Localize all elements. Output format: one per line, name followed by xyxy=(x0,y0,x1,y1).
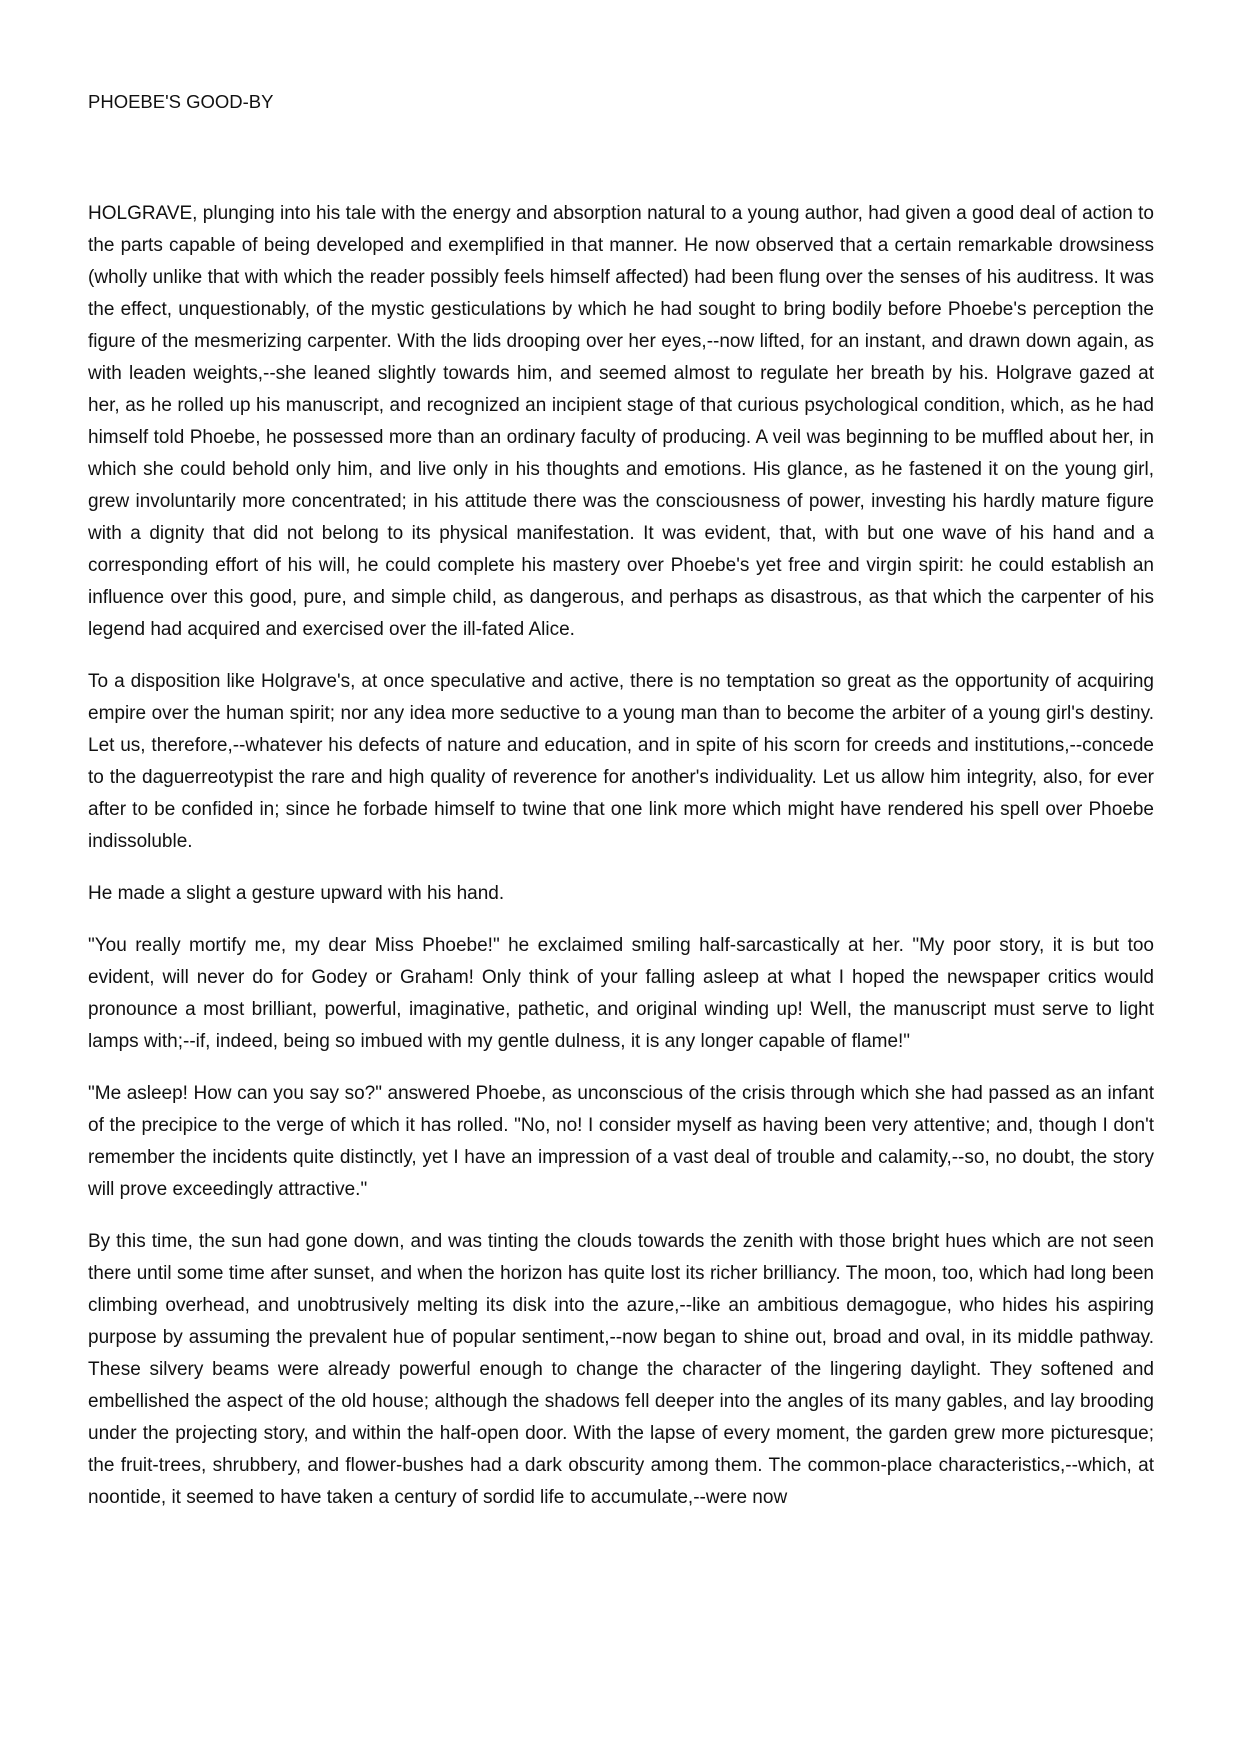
chapter-body xyxy=(88,198,1154,1514)
paragraph: By this time, the sun had gone down, and was tinting the clouds towards the zenith with those bright hues which are not seen there until some time after sunset, and when the horizon has quite lost its richer brilliancy. The moon, too, which had long been climbing overhead, and unobtrusively melting its disk into the azure,--like an ambitious demagogue, who hides his aspiring purpose by assuming the prevalent hue of popular sentiment,--now began to shine out, broad and oval, in its middle pathway. These silvery beams were already powerful enough to change the character of the lingering daylight. They softened and embellished the aspect of the old house; although the shadows fell deeper into the angles of its many gables, and lay brooding under the projecting story, and within the half-open door. With the lapse of every moment, the garden grew more picturesque; the fruit-trees, shrubbery, and flower-bushes had a dark obscurity among them. The common-place characteristics,--which, at noontide, it seemed to have taken a century of sordid life to accumulate,--were now xyxy=(88,1231,1154,1508)
paragraph: He made a slight a gesture upward with his hand. xyxy=(88,883,505,904)
chapter-title: PHOEBE'S GOOD-BY xyxy=(88,91,274,112)
paragraph: "You really mortify me, my dear Miss Phoebe!" he exclaimed smiling half-sarcastically at her. "My poor story, it is but too evident, will never do for Godey or Graham! Only think of your falling asleep at what I hoped the newspaper critics would pronounce a most brilliant, powerful, imaginative, pathetic, and original winding up! Well, the manuscript must serve to light lamps with;--if, indeed, being so imbued with my gentle dulness, it is any longer capable of flame!" xyxy=(88,935,1154,1052)
paragraph: To a disposition like Holgrave's, at once speculative and active, there is no temptation so great as the opportunity of acquiring empire over the human spirit; nor any idea more seductive to a young man than to become the arbiter of a young girl's destiny. Let us, therefore,--whatever his defects of nature and education, and in spite of his scorn for creeds and institutions,--concede to the daguerreotypist the rare and high quality of reverence for another's individuality. Let us allow him integrity, also, for ever after to be confided in; since he forbade himself to twine that one link more which might have rendered his spell over Phoebe indissoluble. xyxy=(88,671,1154,852)
paragraph: HOLGRAVE, plunging into his tale with the energy and absorption natural to a young author, had given a good deal of action to the parts capable of being developed and exemplified in that manner. He now observed that a certain remarkable drowsiness (wholly unlike that with which the reader possibly feels himself affected) had been flung over the senses of his auditress. It was the effect, unquestionably, of the mystic gesticulations by which he had sought to bring bodily before Phoebe's perception the figure of the mesmerizing carpenter. With the lids drooping over her eyes,--now lifted, for an instant, and drawn down again, as with leaden weights,--she leaned slightly towards him, and seemed almost to regulate her breath by his. Holgrave gazed at her, as he rolled up his manuscript, and recognized an incipient stage of that curious psychological condition, which, as he had himself told Phoebe, he possessed more than an ordinary faculty of producing. A veil was beginning to be muffled about her, in which she could behold only him, and live only in his thoughts and emotions. His glance, as he fastened it on the young girl, grew involuntarily more concentrated; in his attitude there was the consciousness of power, investing his hardly mature figure with a dignity that did not belong to its physical manifestation. It was evident, that, with but one wave of his hand and a corresponding effort of his will, he could complete his mastery over Phoebe's yet free and virgin spirit: he could establish an influence over this good, pure, and simple child, as dangerous, and perhaps as disastrous, as that which the carpenter of his legend had acquired and exercised over the ill-fated Alice. xyxy=(88,203,1154,640)
paragraph: "Me asleep! How can you say so?" answered Phoebe, as unconscious of the crisis through which she had passed as an infant of the precipice to the verge of which it has rolled. "No, no! I consider myself as having been very attentive; and, though I don't remember the incidents quite distinctly, yet I have an impression of a vast deal of trouble and calamity,--so, no doubt, the story will prove exceedingly attractive." xyxy=(88,1083,1154,1200)
